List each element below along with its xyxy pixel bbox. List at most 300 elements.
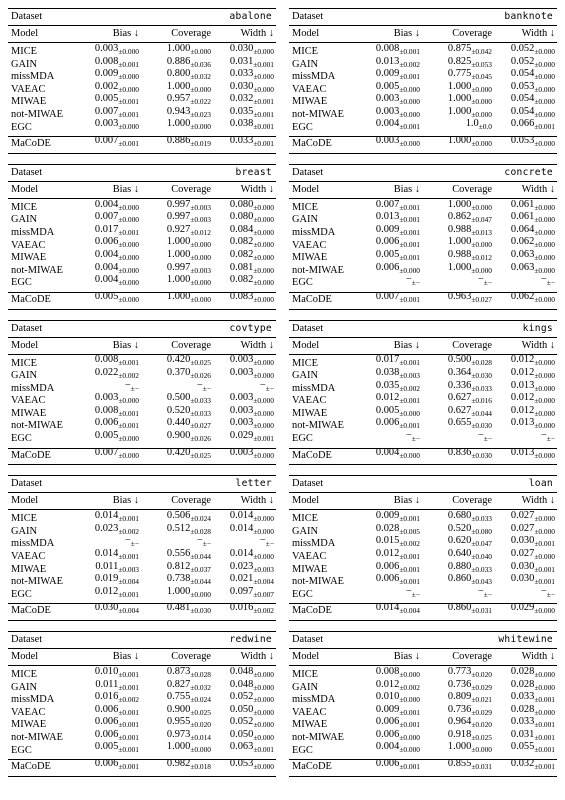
bias-cell xyxy=(354,586,420,602)
table-body xyxy=(289,355,557,448)
coverage-cell-std: ±0.030 xyxy=(471,450,492,460)
width-cell-value: 0.030 xyxy=(510,535,535,547)
model-name: not-MIWAE xyxy=(11,731,63,743)
model-name: missMDA xyxy=(11,382,55,394)
bias-cell-value: 0.035 xyxy=(375,379,400,391)
bias-cell-value: 0.009 xyxy=(375,703,400,715)
coverage-cell xyxy=(420,135,492,151)
coverage-cell-std: ±0.047 xyxy=(471,215,492,225)
bottom-rule xyxy=(289,153,557,154)
width-header: Width ↓ xyxy=(240,28,274,39)
model-name: MIWAE xyxy=(11,563,47,575)
coverage-cell-std: ±0.028 xyxy=(190,670,211,679)
width-cell-std: ±− xyxy=(546,434,555,444)
bias-cell-value: 0.028 xyxy=(375,522,400,534)
width-cell-std: ±0.000 xyxy=(253,47,274,56)
table-row xyxy=(289,585,557,602)
width-cell-value: 0.084 xyxy=(229,223,254,235)
coverage-cell-std: ±0.023 xyxy=(190,109,211,119)
coverage-cell-std: ±0.000 xyxy=(190,240,211,250)
dataset-name: concrete xyxy=(504,166,553,178)
width-cell-std: ±0.000 xyxy=(534,47,555,56)
coverage-cell-std: ±− xyxy=(202,383,211,393)
bias-cell xyxy=(354,118,420,134)
coverage-cell-value: 1.000 xyxy=(166,80,191,92)
bias-cell-std: ±0.001 xyxy=(118,670,139,679)
coverage-cell-std: ±0.000 xyxy=(190,253,211,263)
bias-cell-std: ±0.002 xyxy=(399,59,420,69)
bias-cell-value: − xyxy=(405,585,412,597)
bias-cell-value: 0.003 xyxy=(94,118,119,130)
bias-cell-std: ±0.002 xyxy=(118,526,139,536)
coverage-cell-std: ±0.000 xyxy=(471,202,492,212)
width-cell-std: ±0.004 xyxy=(253,577,274,587)
coverage-cell xyxy=(420,758,492,774)
width-cell-value: 0.021 xyxy=(229,573,254,585)
bias-cell xyxy=(73,447,139,463)
bias-cell-value: − xyxy=(405,274,412,286)
model-name: MaCoDE xyxy=(11,449,51,461)
bias-cell-std: ±0.001 xyxy=(399,215,420,225)
width-cell-value: 0.013 xyxy=(510,446,535,458)
coverage-header: Coverage xyxy=(171,28,211,39)
coverage-cell-value: 0.860 xyxy=(447,602,472,614)
bias-cell-std: ±0.000 xyxy=(118,84,139,94)
width-cell-std: ±0.001 xyxy=(534,564,555,574)
coverage-header: Coverage xyxy=(171,339,211,351)
coverage-cell-std: ±0.000 xyxy=(471,109,492,119)
column-header-row xyxy=(289,493,557,509)
bias-cell-std: ±0.001 xyxy=(399,552,420,562)
bias-cell xyxy=(354,602,420,618)
table-footer xyxy=(289,137,557,153)
bias-cell-value: 0.008 xyxy=(94,354,119,366)
width-cell-std: ±0.000 xyxy=(253,682,274,692)
width-cell-std: ±0.001 xyxy=(253,97,274,107)
bias-cell-value: 0.003 xyxy=(375,135,400,147)
model-name: missMDA xyxy=(11,226,55,238)
bias-header: Bias ↓ xyxy=(393,183,420,195)
model-name: VAEAC xyxy=(11,239,46,251)
width-cell-value: 0.038 xyxy=(229,118,254,130)
width-cell-std: ±0.000 xyxy=(534,682,555,692)
bias-cell-value: 0.006 xyxy=(375,716,400,728)
coverage-cell-std: ±0.045 xyxy=(471,72,492,82)
coverage-cell-std: ±0.030 xyxy=(471,421,492,431)
column-header-row xyxy=(289,649,557,665)
bias-cell-value: 0.009 xyxy=(375,223,400,235)
table-body xyxy=(8,199,276,292)
bias-cell-std: ±− xyxy=(130,539,139,549)
bias-cell-std: ±0.002 xyxy=(118,371,139,381)
model-name: EGC xyxy=(11,433,32,445)
model-name: MaCoDE xyxy=(11,761,51,773)
results-table-abalone xyxy=(8,8,276,154)
model-name: MICE xyxy=(292,46,318,57)
coverage-cell-value: 0.943 xyxy=(166,105,191,117)
coverage-cell-std: ±0.003 xyxy=(190,265,211,275)
width-cell-value: 0.063 xyxy=(229,741,254,753)
coverage-cell-std: ±0.029 xyxy=(471,707,492,717)
width-cell-std: ±0.001 xyxy=(534,122,555,132)
coverage-cell xyxy=(420,118,492,134)
width-cell-std: ±− xyxy=(265,383,274,393)
bottom-rule xyxy=(289,309,557,310)
model-name: GAIN xyxy=(11,370,37,382)
model-header: Model xyxy=(292,651,320,662)
width-cell-std: ±0.000 xyxy=(253,358,274,368)
width-cell-std: ±0.000 xyxy=(534,109,555,119)
coverage-cell-value: 1.000 xyxy=(447,105,472,117)
dataset-name: breast xyxy=(235,166,272,178)
bias-cell-std: ±0.001 xyxy=(399,707,420,717)
coverage-cell-std: ±0.020 xyxy=(471,720,492,730)
results-table-kings xyxy=(289,320,557,466)
column-header-row xyxy=(8,649,276,665)
coverage-header: Coverage xyxy=(171,183,211,195)
tables-grid xyxy=(8,8,557,777)
model-name: EGC xyxy=(11,744,32,756)
coverage-cell-std: ±0.000 xyxy=(190,47,211,56)
width-cell-value: 0.003 xyxy=(229,367,254,379)
coverage-cell-value: 0.988 xyxy=(447,249,472,261)
width-cell-std: ±0.000 xyxy=(534,421,555,431)
table-row xyxy=(289,741,557,758)
bias-cell-std: ±− xyxy=(411,278,420,288)
width-cell-std: ±0.000 xyxy=(253,720,274,730)
coverage-cell-std: ±0.025 xyxy=(471,732,492,742)
bias-cell-std: ±0.001 xyxy=(399,358,420,368)
width-cell-std: ±0.003 xyxy=(253,564,274,574)
width-cell-value: 0.080 xyxy=(229,198,254,210)
model-name: MIWAE xyxy=(11,96,47,108)
model-name: missMDA xyxy=(11,538,55,550)
coverage-cell-value: 1.000 xyxy=(447,236,472,248)
width-cell-value: 0.062 xyxy=(510,290,535,302)
bias-cell-std: ±− xyxy=(130,383,139,393)
bias-cell xyxy=(354,274,420,290)
bias-cell-value: 0.006 xyxy=(94,703,119,715)
dataset-label: Dataset xyxy=(11,634,43,645)
coverage-cell-std: ±0.0 xyxy=(478,122,492,132)
bias-header: Bias ↓ xyxy=(393,28,420,39)
bias-cell-value: 0.005 xyxy=(375,404,400,416)
bias-cell-value: 0.008 xyxy=(375,42,400,54)
coverage-cell-std: ±0.016 xyxy=(471,396,492,406)
model-name: MIWAE xyxy=(292,96,328,108)
coverage-cell-value: 0.627 xyxy=(447,392,472,404)
bias-cell-value: 0.023 xyxy=(94,522,119,534)
width-cell-std: ±0.000 xyxy=(534,526,555,536)
coverage-cell-value: 0.886 xyxy=(166,135,191,147)
coverage-cell-value: 0.886 xyxy=(166,55,191,67)
width-cell-value: 0.030 xyxy=(510,560,535,572)
width-cell-std: ±− xyxy=(546,589,555,599)
bias-cell-std: ±0.000 xyxy=(399,265,420,275)
width-cell-std: ±0.000 xyxy=(534,265,555,275)
bias-cell-value: 0.004 xyxy=(94,198,119,210)
bottom-rule xyxy=(8,153,276,154)
bias-header: Bias ↓ xyxy=(112,339,139,351)
bias-header: Bias ↓ xyxy=(112,651,139,662)
coverage-cell-value: 0.827 xyxy=(166,678,191,690)
width-cell-std: ±0.000 xyxy=(253,732,274,742)
model-name: VAEAC xyxy=(11,83,46,95)
bias-cell-value: 0.004 xyxy=(94,249,119,261)
model-name: MICE xyxy=(11,669,37,680)
coverage-cell-value: 0.997 xyxy=(166,211,191,223)
macode-row xyxy=(289,758,557,774)
dataset-label: Dataset xyxy=(11,166,43,178)
bias-cell xyxy=(354,430,420,446)
coverage-cell-value: 0.809 xyxy=(447,691,472,703)
width-cell-value: 0.080 xyxy=(229,211,254,223)
coverage-cell-value: 0.812 xyxy=(166,560,191,572)
coverage-cell-std: ±0.000 xyxy=(471,139,492,149)
bias-cell-value: 0.006 xyxy=(375,236,400,248)
dataset-label: Dataset xyxy=(292,11,324,22)
coverage-cell-std: ±0.033 xyxy=(471,514,492,524)
model-name: MICE xyxy=(11,201,37,213)
bias-cell-value: 0.017 xyxy=(375,354,400,366)
bias-cell-std: ±0.001 xyxy=(118,745,139,755)
bias-cell-std: ±− xyxy=(411,589,420,599)
width-cell-value: − xyxy=(540,274,547,286)
width-cell-value: 0.003 xyxy=(229,354,254,366)
bias-cell-std: ±0.001 xyxy=(118,589,139,599)
bias-cell-value: 0.014 xyxy=(375,602,400,614)
bias-cell-std: ±0.001 xyxy=(118,227,139,237)
width-header: Width ↓ xyxy=(240,495,274,507)
coverage-cell-value: 1.000 xyxy=(166,42,191,54)
dataset-label: Dataset xyxy=(292,478,324,490)
bias-cell-value: 0.008 xyxy=(94,404,119,416)
table-body xyxy=(289,199,557,292)
width-cell-std: ±0.001 xyxy=(534,577,555,587)
model-header: Model xyxy=(11,183,39,195)
width-cell-value: − xyxy=(259,379,266,391)
width-cell-value: 0.081 xyxy=(229,261,254,273)
model-name: missMDA xyxy=(292,538,336,550)
coverage-cell xyxy=(420,447,492,463)
column-header-row xyxy=(289,182,557,198)
bias-cell-value: 0.038 xyxy=(375,367,400,379)
coverage-cell-value: 0.364 xyxy=(447,367,472,379)
coverage-cell xyxy=(420,291,492,307)
width-cell-std: ±0.000 xyxy=(534,514,555,524)
bias-cell-std: ±0.001 xyxy=(118,732,139,742)
bias-cell-value: 0.006 xyxy=(375,728,400,740)
model-name: EGC xyxy=(11,277,32,289)
width-cell-value: 0.029 xyxy=(229,429,254,441)
width-cell-std: ±0.000 xyxy=(253,278,274,288)
bias-cell-value: 0.005 xyxy=(375,80,400,92)
coverage-cell-value: 1.000 xyxy=(447,261,472,273)
bias-cell-value: − xyxy=(124,379,131,391)
coverage-cell-value: 1.000 xyxy=(166,236,191,248)
macode-row xyxy=(289,135,557,151)
coverage-cell-value: 0.755 xyxy=(166,691,191,703)
width-cell-std: ±0.001 xyxy=(253,59,274,69)
model-header: Model xyxy=(292,28,320,39)
coverage-cell xyxy=(139,291,211,307)
coverage-cell-std: ±0.031 xyxy=(471,762,492,772)
bias-cell-value: − xyxy=(124,535,131,547)
model-name: MaCoDE xyxy=(292,138,332,150)
model-name: missMDA xyxy=(292,226,336,238)
width-cell-value: 0.013 xyxy=(510,379,535,391)
width-cell-std: ±0.000 xyxy=(253,408,274,418)
width-cell-value: 0.012 xyxy=(510,354,535,366)
bias-cell-value: 0.012 xyxy=(375,678,400,690)
coverage-cell-std: ±0.028 xyxy=(471,358,492,368)
width-cell xyxy=(211,274,276,290)
coverage-cell xyxy=(139,741,211,757)
table-footer xyxy=(289,760,557,776)
model-name: MaCoDE xyxy=(11,138,51,150)
width-cell-std: ±0.000 xyxy=(534,408,555,418)
coverage-cell-value: 0.420 xyxy=(166,446,191,458)
coverage-header: Coverage xyxy=(452,651,492,662)
coverage-cell-std: ±0.000 xyxy=(190,294,211,304)
width-cell xyxy=(492,741,557,757)
width-cell-value: 0.083 xyxy=(229,290,254,302)
model-name: MIWAE xyxy=(11,252,47,264)
bias-cell-std: ±0.000 xyxy=(399,695,420,705)
model-name: missMDA xyxy=(292,71,336,83)
coverage-cell-std: ±0.040 xyxy=(471,552,492,562)
table-footer xyxy=(8,604,276,620)
width-cell xyxy=(492,602,557,618)
coverage-cell xyxy=(420,741,492,757)
coverage-cell-std: ±0.024 xyxy=(190,695,211,705)
width-cell-value: 0.052 xyxy=(229,691,254,703)
width-cell-std: ±0.000 xyxy=(534,84,555,94)
width-cell-value: 0.054 xyxy=(510,105,535,117)
bias-cell-value: 0.006 xyxy=(375,560,400,572)
coverage-cell-value: 0.506 xyxy=(166,510,191,522)
coverage-cell xyxy=(139,118,211,134)
table-row xyxy=(8,585,276,602)
coverage-cell xyxy=(139,758,211,774)
bias-cell-value: 0.008 xyxy=(375,665,400,677)
bias-cell-std: ±0.004 xyxy=(399,606,420,616)
width-cell xyxy=(492,586,557,602)
width-cell xyxy=(492,274,557,290)
bias-cell-std: ±0.000 xyxy=(399,408,420,418)
width-cell-value: 0.029 xyxy=(510,602,535,614)
width-cell-value: 0.066 xyxy=(510,118,535,130)
table-footer xyxy=(8,290,276,309)
width-cell-std: ±0.000 xyxy=(534,202,555,212)
bias-cell-std: ±0.001 xyxy=(399,47,420,56)
bias-cell-value: 0.006 xyxy=(375,261,400,273)
coverage-cell xyxy=(139,447,211,463)
coverage-cell-std: ±0.012 xyxy=(471,253,492,263)
width-cell xyxy=(492,291,557,307)
table-body xyxy=(8,510,276,603)
width-cell-std: ±0.000 xyxy=(534,606,555,616)
model-name: VAEAC xyxy=(292,395,327,407)
coverage-cell-std: ±0.000 xyxy=(190,589,211,599)
width-cell-std: ±0.000 xyxy=(253,450,274,460)
dataset-header-row xyxy=(289,632,557,648)
width-cell-value: 0.061 xyxy=(510,211,535,223)
width-cell-value: 0.027 xyxy=(510,510,535,522)
dataset-name: banknote xyxy=(504,11,553,22)
width-cell-value: 0.097 xyxy=(229,585,254,597)
bias-cell-std: ±0.000 xyxy=(118,240,139,250)
width-cell-std: ±0.001 xyxy=(253,109,274,119)
coverage-cell-value: − xyxy=(196,535,203,547)
bias-cell-std: ±0.000 xyxy=(118,278,139,288)
width-cell-std: ±0.001 xyxy=(253,139,274,149)
bias-header: Bias ↓ xyxy=(112,495,139,507)
width-cell-value: 0.028 xyxy=(510,678,535,690)
dataset-name: whitewine xyxy=(498,634,553,645)
bias-cell-std: ±0.000 xyxy=(118,265,139,275)
model-name: GAIN xyxy=(292,214,318,226)
dataset-label: Dataset xyxy=(292,322,324,334)
bias-cell-std: ±0.001 xyxy=(118,514,139,524)
bias-cell-value: 0.002 xyxy=(94,80,119,92)
coverage-cell-value: 0.440 xyxy=(166,417,191,429)
bias-cell-value: 0.013 xyxy=(375,55,400,67)
model-name: VAEAC xyxy=(11,551,46,563)
bias-cell-std: ±0.001 xyxy=(118,682,139,692)
model-name: MIWAE xyxy=(292,407,328,419)
bias-cell-value: 0.005 xyxy=(94,93,119,105)
bias-cell-std: ±0.000 xyxy=(399,139,420,149)
coverage-cell-value: 0.370 xyxy=(166,367,191,379)
width-cell xyxy=(211,430,276,446)
width-cell-value: 0.052 xyxy=(510,42,535,54)
width-cell-std: ±0.000 xyxy=(534,383,555,393)
dataset-header-row xyxy=(289,321,557,337)
bias-cell-std: ±0.000 xyxy=(399,109,420,119)
bias-header: Bias ↓ xyxy=(393,339,420,351)
coverage-cell-value: 0.800 xyxy=(166,68,191,80)
coverage-cell-std: ±0.044 xyxy=(471,408,492,418)
bias-cell-value: 0.004 xyxy=(94,274,119,286)
width-cell-std: ±0.001 xyxy=(253,745,274,755)
model-name: MIWAE xyxy=(292,563,328,575)
width-cell-value: 0.030 xyxy=(229,80,254,92)
width-cell-std: ±0.000 xyxy=(253,84,274,94)
model-header: Model xyxy=(292,339,320,351)
bias-cell-value: 0.006 xyxy=(94,758,119,770)
bias-cell xyxy=(354,741,420,757)
table-row xyxy=(289,429,557,446)
coverage-cell-value: 0.500 xyxy=(447,354,472,366)
model-name: missMDA xyxy=(11,694,55,706)
coverage-cell-std: ±0.020 xyxy=(471,670,492,679)
bias-cell-value: 0.006 xyxy=(94,716,119,728)
width-cell-std: ±0.000 xyxy=(534,358,555,368)
table-footer xyxy=(8,760,276,776)
bias-cell-value: 0.007 xyxy=(94,211,119,223)
dataset-name: letter xyxy=(235,478,272,490)
width-cell-value: 0.082 xyxy=(229,274,254,286)
width-cell-value: 0.035 xyxy=(229,105,254,117)
coverage-cell-value: 0.860 xyxy=(447,573,472,585)
width-cell-value: 0.053 xyxy=(510,80,535,92)
width-cell-std: ±0.000 xyxy=(253,371,274,381)
bias-cell xyxy=(354,135,420,151)
width-header: Width ↓ xyxy=(521,28,555,39)
width-cell-std: ±0.001 xyxy=(534,695,555,705)
width-cell-value: 0.054 xyxy=(510,93,535,105)
